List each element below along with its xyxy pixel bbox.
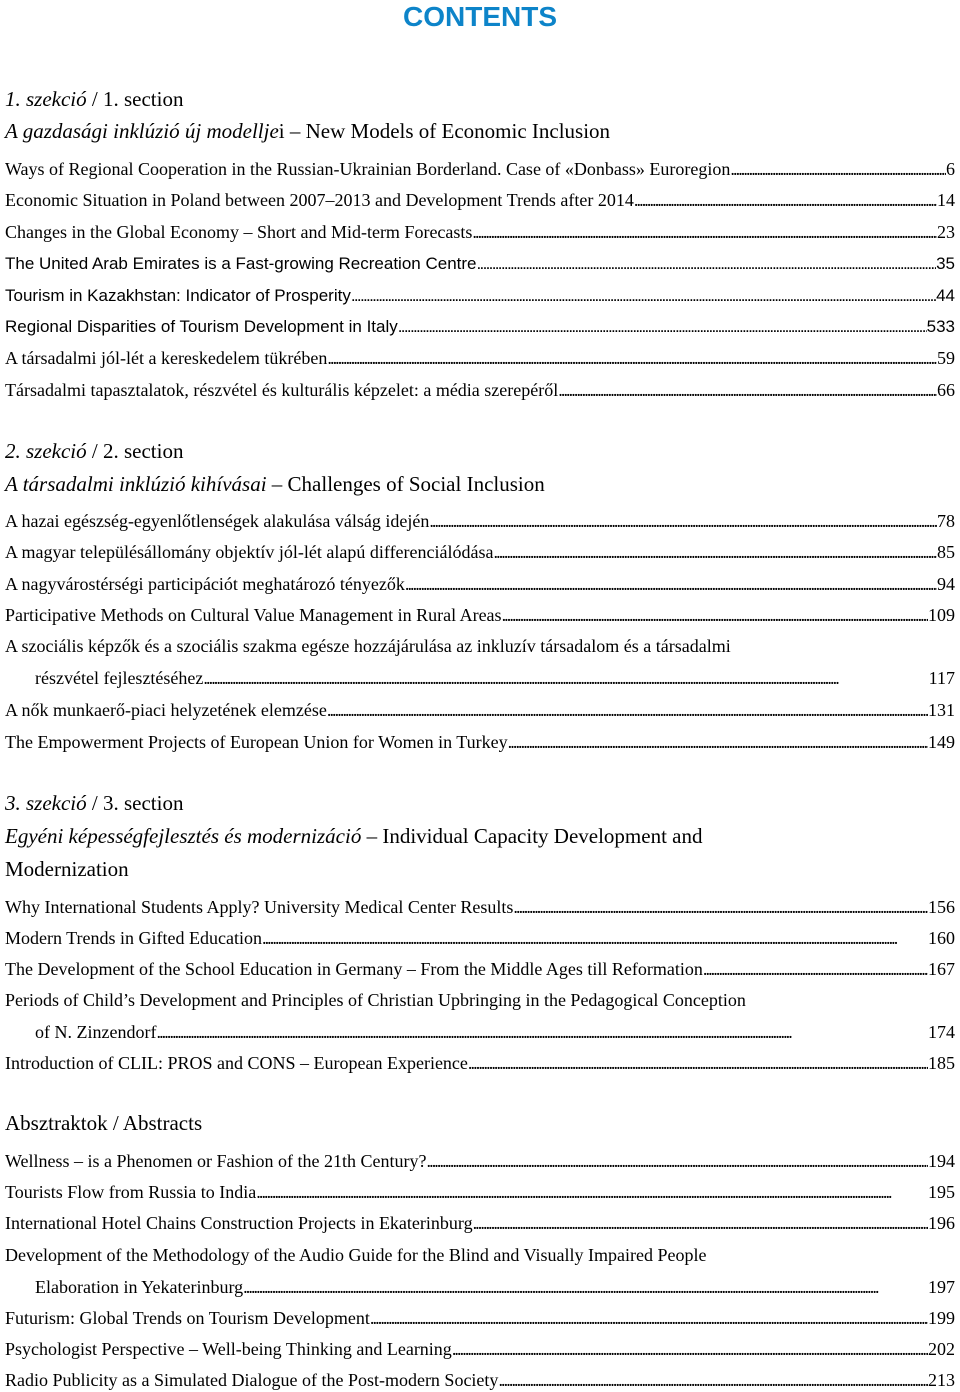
toc-entry[interactable]: Tourists Flow from Russia to India . . . 195 [5,1180,955,1204]
leader-dots [494,540,938,564]
toc-entry[interactable]: Regional Disparities of Tourism Development in Italy . . . 533 [5,315,955,339]
leader-dots [243,1275,928,1299]
toc-entry[interactable]: Wellness – is a Phenomen or Fashion of the 21th Century? . . . 194 [5,1149,955,1173]
leader-dots [513,895,928,919]
page-number: 59 [937,348,955,368]
toc-entry[interactable]: Participative Methods on Cultural Value Management in Rural Areas . . . 109 [5,603,955,627]
page-number: 174 [928,1022,955,1042]
leader-dots [262,926,928,950]
leader-dots [634,188,937,212]
toc-entry[interactable]: Futurism: Global Trends on Tourism Development . . . 199 [5,1306,955,1330]
leader-dots [405,572,937,596]
toc-entry[interactable]: Tourism in Kazakhstan: Indicator of Prosperity . . . 44 [5,284,955,308]
page-number: 23 [937,222,955,242]
toc-entry[interactable]: Psychologist Perspective – Well-being Thinking and Learning . . . 202 [5,1337,955,1361]
section-1-heading: A gazdasági inklúzió új modelljei – New Models of Economic Inclusion [5,119,611,143]
toc-entry[interactable]: Radio Publicity as a Simulated Dialogue of the Post-modern Society . . . 213 [5,1368,955,1392]
page-number: 196 [928,1213,955,1233]
toc-entry[interactable]: részvétel fejlesztéséhez . . . 117 [35,666,955,690]
toc-entry[interactable]: A nagyvárostérségi participációt meghatározó tényezők . . . 94 [5,572,955,596]
toc-entry[interactable]: of N. Zinzendorf . . . 174 [35,1020,955,1044]
page-number: 78 [937,511,955,531]
leader-dots [351,284,936,308]
toc-entry[interactable]: Changes in the Global Economy – Short and Mid-term Forecasts . . . 23 [5,220,955,244]
leader-dots [370,1306,928,1330]
toc-entry[interactable]: Ways of Regional Cooperation in the Russian-Ukrainian Borderland. Case of «Donbass» Euroregion . . . 6 [5,157,955,181]
leader-dots [452,1337,928,1361]
page-number: 197 [928,1277,955,1297]
leader-dots [502,603,928,627]
toc-entry-first-line: A szociális képzők és a szociális szakma egésze hozzájárulása az inkluzív társadalom és a társadalmi [5,636,731,656]
page-number: 194 [928,1151,955,1171]
page-number: 44 [936,286,955,305]
toc-entry-first-line: Periods of Child’s Development and Principles of Christian Upbringing in the Pedagogical Conception [5,990,746,1010]
toc-entry[interactable]: The Empowerment Projects of European Union for Women in Turkey . . . 149 [5,730,955,754]
page-number: 156 [928,897,955,917]
page-number: 6 [946,159,955,179]
page-number: 167 [928,959,955,979]
page-number: 109 [928,605,955,625]
page-number: 213 [928,1370,955,1390]
toc-entry[interactable]: Modern Trends in Gifted Education . . . 160 [5,926,955,950]
section-3-label: 3. szekció / 3. section [5,791,184,815]
leader-dots [558,378,937,402]
page-number: 199 [928,1308,955,1328]
section-2-heading: A társadalmi inklúzió kihívásai – Challenges of Social Inclusion [5,472,545,496]
toc-entry-first-line: Development of the Methodology of the Audio Guide for the Blind and Visually Impaired People [5,1245,707,1265]
toc-entry[interactable]: A hazai egészség-egyenlőtlenségek alakulása válság idején . . . 78 [5,509,955,533]
section-1-label: 1. szekció / 1. section [5,87,184,111]
leader-dots [429,509,937,533]
toc-entry[interactable]: Why International Students Apply? University Medical Center Results . . . 156 [5,895,955,919]
page-number: 35 [936,254,955,273]
page-number: 149 [928,732,955,752]
leader-dots [468,1051,928,1075]
toc-entry[interactable]: The Development of the School Education in Germany – From the Middle Ages till Reformation . . . 167 [5,957,955,981]
leader-dots [203,666,928,690]
leader-dots [156,1020,928,1044]
toc-entry[interactable]: Elaboration in Yekaterinburg . . . 197 [35,1275,955,1299]
page-number: 131 [928,700,955,720]
page-number: 195 [928,1182,955,1202]
leader-dots [398,315,927,339]
leader-dots [256,1180,928,1204]
page-number: 66 [937,380,955,400]
leader-dots [327,346,937,370]
leader-dots [472,220,937,244]
page-number: 14 [937,190,955,210]
toc-entry[interactable]: Társadalmi tapasztalatok, részvétel és kulturális képzelet: a média szerepéről . . . 66 [5,378,955,402]
page-number: 202 [928,1339,955,1359]
toc-entry[interactable]: Economic Situation in Poland between 2007–2013 and Development Trends after 2014 . . . 14 [5,188,955,212]
leader-dots [327,698,928,722]
leader-dots [730,157,946,181]
toc-entry[interactable]: The United Arab Emirates is a Fast-growing Recreation Centre . . . 35 [5,252,955,276]
toc-entry[interactable]: A magyar településállomány objektív jól-lét alapú differenciálódása . . . 85 [5,540,955,564]
page-number: 85 [937,542,955,562]
page-number: 160 [928,928,955,948]
section-3-heading: Egyéni képességfejlesztés és modernizáció – Individual Capacity Development and [5,824,703,848]
leader-dots [508,730,928,754]
section-3-heading-line2: Modernization [5,857,129,881]
page-number: 533 [926,317,955,336]
leader-dots [473,1211,928,1235]
page-title: CONTENTS [403,1,557,32]
leader-dots [476,252,936,276]
leader-dots [703,957,928,981]
leader-dots [427,1149,929,1173]
page-number: 185 [928,1053,955,1073]
page-number: 94 [937,574,955,594]
abstracts-heading: Absztraktok / Abstracts [5,1111,203,1135]
toc-entry[interactable]: A társadalmi jól-lét a kereskedelem tükrében . . . 59 [5,346,955,370]
leader-dots [498,1368,928,1392]
toc-entry[interactable]: International Hotel Chains Construction Projects in Ekaterinburg . . . 196 [5,1211,955,1235]
toc-entry[interactable]: Introduction of CLIL: PROS and CONS – European Experience . . . 185 [5,1051,955,1075]
page-number: 117 [928,668,955,688]
toc-entry[interactable]: A nők munkaerő-piaci helyzetének elemzése . . . 131 [5,698,955,722]
section-2-label: 2. szekció / 2. section [5,439,184,463]
